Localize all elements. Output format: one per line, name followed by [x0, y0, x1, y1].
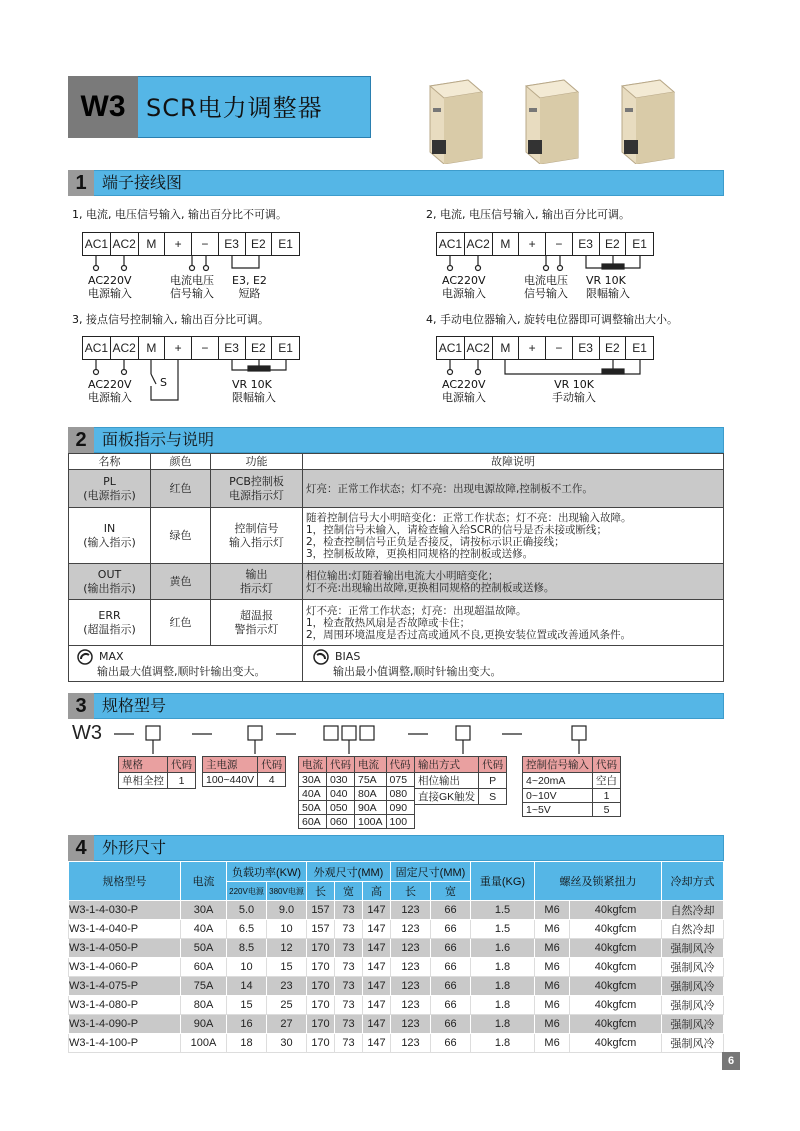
label-limit: VR 10K 限幅输入 [586, 274, 630, 300]
table-cell: 73 [335, 901, 363, 920]
table-cell: 1.8 [471, 1034, 535, 1053]
table-cell: 147 [363, 901, 391, 920]
indicator-desc: (电源指示) [83, 488, 136, 502]
terminal: + [519, 337, 546, 359]
section-1-number: 1 [68, 170, 94, 196]
terminal: + [165, 233, 192, 255]
table-row [69, 901, 724, 920]
col-header: 规格 [119, 757, 168, 773]
wiring-caption-3: 3, 接点信号控制输入, 输出百分比可调。 [72, 313, 269, 326]
bias-label: BIAS [335, 649, 361, 663]
table-cell: 16 [227, 1015, 267, 1034]
table-cell: 030 [327, 773, 355, 787]
terminal: E2 [246, 337, 273, 359]
terminal: M [139, 337, 166, 359]
terminal: AC2 [111, 337, 139, 359]
col-header: 控制信号输入 [523, 757, 593, 773]
table-cell: 147 [363, 1034, 391, 1053]
wiring-caption-1: 1, 电流, 电压信号输入, 输出百分比不可调。 [72, 208, 287, 221]
indicator-color: 红色 [151, 600, 211, 646]
table-cell: 123 [391, 939, 431, 958]
col-header: 长 [391, 882, 431, 901]
indicator-func: 警指示灯 [234, 622, 279, 636]
terminal: E3 [573, 233, 600, 255]
terminal: − [546, 337, 573, 359]
table-cell: 4~20mA [523, 773, 593, 789]
terminal: − [192, 337, 219, 359]
table-cell: 强制风冷 [662, 958, 724, 977]
table-cell: 1~5V [523, 803, 593, 817]
terminal: E1 [626, 337, 653, 359]
table-cell: 18 [227, 1034, 267, 1053]
indicator-func: 输入指示灯 [229, 535, 284, 549]
table-cell: 40A [299, 787, 327, 801]
panel-row-err [69, 600, 724, 646]
terminal: AC1 [83, 337, 111, 359]
wiring-caption-2: 2, 电流, 电压信号输入, 输出百分比可调。 [426, 208, 630, 221]
col-header: 代码 [258, 757, 286, 773]
terminal: − [546, 233, 573, 255]
table-cell: M6 [535, 939, 570, 958]
label-manual: VR 10K 手动输入 [552, 378, 596, 404]
table-cell: 25 [267, 996, 307, 1015]
col-header: 电流 [355, 757, 387, 773]
fault-desc: 灯亮：正常工作状态；灯不亮：出现电源故障,控制板不工作。 [303, 470, 724, 508]
table-cell: 66 [431, 939, 471, 958]
section-2-title: 面板指示与说明 [102, 430, 215, 449]
terminal: E2 [246, 233, 273, 255]
col-header: 代码 [479, 757, 507, 773]
col-header: 功能 [211, 454, 303, 470]
terminal: AC2 [465, 337, 493, 359]
table-cell: W3-1-4-080-P [69, 996, 181, 1015]
table-cell: 170 [307, 977, 335, 996]
table-cell: 27 [267, 1015, 307, 1034]
col-header: 电流 [299, 757, 327, 773]
indicator-name: ERR [98, 608, 121, 622]
table-cell: 080 [386, 787, 414, 801]
product-image [516, 78, 582, 164]
table-cell: 123 [391, 901, 431, 920]
table-cell: 1.5 [471, 901, 535, 920]
wiring-lines-1 [82, 256, 302, 272]
section-1-title: 端子接线图 [102, 173, 183, 192]
table-row [69, 996, 724, 1015]
table-cell: 050 [327, 801, 355, 815]
table-cell: 170 [307, 958, 335, 977]
table-cell: 100~440V [203, 773, 258, 787]
table-cell: 1.5 [471, 920, 535, 939]
spec-prefix: W3 [72, 722, 102, 744]
table-cell: M6 [535, 996, 570, 1015]
indicator-desc: (超温指示) [83, 622, 136, 636]
knob-icon [77, 649, 93, 665]
table-cell: 170 [307, 1015, 335, 1034]
col-header: 宽 [431, 882, 471, 901]
table-cell: 空白 [593, 773, 621, 789]
table-cell: 73 [335, 977, 363, 996]
dimensions-body [69, 901, 724, 1053]
table-cell: 147 [363, 958, 391, 977]
table-cell: 15 [267, 958, 307, 977]
model-code-pattern [108, 722, 618, 756]
table-cell: 100A [355, 815, 387, 829]
terminal: M [493, 337, 520, 359]
col-header: 380V电源 [267, 882, 307, 901]
table-cell: 强制风冷 [662, 977, 724, 996]
spec-table-signal [522, 756, 621, 817]
col-header: 代码 [327, 757, 355, 773]
indicator-func: 超温报 [240, 608, 273, 622]
max-knob [77, 649, 299, 665]
table-cell: 123 [391, 920, 431, 939]
table-cell: 157 [307, 901, 335, 920]
max-desc: 输出最大值调整,顺时针输出变大。 [97, 664, 266, 678]
table-cell: 80A [181, 996, 227, 1015]
table-cell: 147 [363, 996, 391, 1015]
section-3-title: 规格型号 [102, 696, 167, 715]
table-row [69, 977, 724, 996]
page-title: SCR电力调整器 [146, 94, 323, 122]
indicator-color: 红色 [151, 470, 211, 508]
indicator-name: OUT [97, 567, 122, 581]
label-signal: 电流电压 信号输入 [170, 274, 214, 300]
table-cell: 75A [355, 773, 387, 787]
table-cell: M6 [535, 1015, 570, 1034]
table-cell: 60A [299, 815, 327, 829]
table-cell: 73 [335, 1034, 363, 1053]
table-cell: 强制风冷 [662, 996, 724, 1015]
table-cell: 170 [307, 996, 335, 1015]
table-cell: 50A [181, 939, 227, 958]
panel-knob-row [69, 646, 724, 682]
col-header: 规格型号 [69, 862, 181, 901]
table-cell: 1 [593, 789, 621, 803]
table-cell: 66 [431, 958, 471, 977]
table-cell: 90A [181, 1015, 227, 1034]
table-cell: 自然冷却 [662, 920, 724, 939]
table-cell: 12 [267, 939, 307, 958]
table-cell: 50A [299, 801, 327, 815]
table-cell: 66 [431, 1015, 471, 1034]
table-cell: 15 [227, 996, 267, 1015]
table-cell: 100A [181, 1034, 227, 1053]
col-header: 输出方式 [415, 757, 479, 773]
indicator-func: 指示灯 [240, 581, 273, 595]
terminal: + [165, 337, 192, 359]
fault-desc: 相位输出:灯随着输出电流大小明暗变化； 灯不亮:出现输出故障,更换相同规格的控制板或送修。 [303, 564, 724, 600]
section-4-number: 4 [68, 835, 94, 861]
table-cell: 170 [307, 939, 335, 958]
table-cell: 40kgfcm [570, 1034, 662, 1053]
table-cell: 1.8 [471, 996, 535, 1015]
table-cell: 123 [391, 958, 431, 977]
table-cell: 40kgfcm [570, 901, 662, 920]
col-header: 冷却方式 [662, 862, 724, 901]
table-cell: 40kgfcm [570, 920, 662, 939]
terminal-block-1 [82, 232, 300, 256]
terminal: E1 [272, 233, 299, 255]
col-header: 代码 [168, 757, 196, 773]
col-header: 代码 [593, 757, 621, 773]
col-header: 外观尺寸(MM) [307, 862, 391, 882]
table-cell: 23 [267, 977, 307, 996]
col-header: 螺丝及锁紧扭力 [535, 862, 662, 901]
table-cell: 40kgfcm [570, 1015, 662, 1034]
table-cell: W3-1-4-060-P [69, 958, 181, 977]
col-header: 固定尺寸(MM) [391, 862, 471, 882]
table-cell: 30A [299, 773, 327, 787]
terminal: − [192, 233, 219, 255]
section-4-bar [68, 835, 724, 861]
table-cell: 相位输出 [415, 773, 479, 789]
terminal: E1 [272, 337, 299, 359]
table-cell: 强制风冷 [662, 1034, 724, 1053]
col-header: 颜色 [151, 454, 211, 470]
table-cell: 强制风冷 [662, 1015, 724, 1034]
col-header: 长 [307, 882, 335, 901]
terminal-block-3 [82, 336, 300, 360]
table-cell: 123 [391, 1034, 431, 1053]
col-header: 电流 [181, 862, 227, 901]
switch-label: S [160, 376, 167, 389]
table-cell: 100 [386, 815, 414, 829]
knob-icon [313, 649, 329, 665]
table-row [69, 939, 724, 958]
table-cell: M6 [535, 1034, 570, 1053]
section-4-title: 外形尺寸 [102, 838, 167, 857]
indicator-desc: (输入指示) [83, 535, 136, 549]
table-cell: 5.0 [227, 901, 267, 920]
spec-table-power [202, 756, 286, 787]
terminal: + [519, 233, 546, 255]
spec-table-output [414, 756, 507, 805]
table-cell: 40A [181, 920, 227, 939]
table-cell: S [479, 789, 507, 805]
col-header: 名称 [69, 454, 151, 470]
table-cell: 73 [335, 939, 363, 958]
terminal: AC2 [111, 233, 139, 255]
table-cell: 66 [431, 920, 471, 939]
table-cell: 075 [386, 773, 414, 787]
table-cell: W3-1-4-050-P [69, 939, 181, 958]
table-cell: 73 [335, 920, 363, 939]
product-image [420, 78, 486, 164]
table-cell: 10 [267, 920, 307, 939]
spec-table-type [118, 756, 196, 789]
panel-table [68, 453, 724, 682]
terminal: E2 [600, 337, 627, 359]
label-power: AC220V 电源输入 [442, 274, 486, 300]
table-cell: 1.8 [471, 958, 535, 977]
panel-row-in [69, 508, 724, 564]
dimensions-table [68, 861, 724, 1053]
table-cell: 8.5 [227, 939, 267, 958]
terminal: AC1 [437, 233, 465, 255]
table-cell: 40kgfcm [570, 996, 662, 1015]
indicator-func: PCB控制板 [229, 474, 284, 488]
terminal: AC1 [437, 337, 465, 359]
wiring-lines-4 [436, 360, 656, 380]
table-cell: 强制风冷 [662, 939, 724, 958]
table-cell: 147 [363, 1015, 391, 1034]
table-cell: M6 [535, 958, 570, 977]
table-cell: 10 [227, 958, 267, 977]
indicator-color: 黄色 [151, 564, 211, 600]
label-power: AC220V 电源输入 [442, 378, 486, 404]
table-cell: 40kgfcm [570, 939, 662, 958]
table-cell: 123 [391, 1015, 431, 1034]
col-header: 高 [363, 882, 391, 901]
table-cell: 1.8 [471, 977, 535, 996]
table-cell: W3-1-4-075-P [69, 977, 181, 996]
max-label: MAX [99, 649, 124, 663]
terminal: E1 [626, 233, 653, 255]
table-cell: M6 [535, 901, 570, 920]
panel-header-row [69, 454, 724, 470]
table-cell: 6.5 [227, 920, 267, 939]
bias-knob [313, 649, 720, 665]
indicator-name: PL [103, 474, 116, 488]
table-cell: 1 [168, 773, 196, 789]
indicator-func: 控制信号 [234, 521, 279, 535]
table-cell: 5 [593, 803, 621, 817]
panel-row-out [69, 564, 724, 600]
table-cell: 4 [258, 773, 286, 787]
indicator-func: 电源指示灯 [229, 488, 284, 502]
table-cell: 123 [391, 996, 431, 1015]
fault-desc: 灯不亮：正常工作状态；灯亮：出现超温故障。 1，检查散热风扇是否故障或卡住； 2，周围环境温度是否过高或通风不良,更换安装位置或改善通风条件。 [303, 600, 724, 646]
table-cell: 30 [267, 1034, 307, 1053]
fault-desc: 随着控制信号大小明暗变化：正常工作状态；灯不亮：出现输入故障。 1，控制信号未输入，请检查输入给SCR的信号是否未接或断线； 2，检查控制信号正负是否接反，请按标示识正确接线； 3，控制板故障，更换相同规格的控制板或送修。 [303, 508, 724, 564]
section-2-number: 2 [68, 427, 94, 453]
table-cell: M6 [535, 920, 570, 939]
indicator-desc: (输出指示) [83, 581, 136, 595]
table-cell: 75A [181, 977, 227, 996]
table-cell: W3-1-4-100-P [69, 1034, 181, 1053]
section-3-number: 3 [68, 693, 94, 719]
col-header: 代码 [386, 757, 414, 773]
spec-table-current [298, 756, 415, 829]
indicator-color: 绿色 [151, 508, 211, 564]
table-cell: 147 [363, 920, 391, 939]
table-cell: 90A [355, 801, 387, 815]
table-cell: 73 [335, 996, 363, 1015]
product-image [612, 78, 678, 164]
table-row [69, 958, 724, 977]
col-header: 重量(KG) [471, 862, 535, 901]
indicator-name: IN [103, 521, 116, 535]
table-cell: 123 [391, 977, 431, 996]
table-cell: W3-1-4-030-P [69, 901, 181, 920]
col-header: 故障说明 [303, 454, 724, 470]
table-cell: 单相全控 [119, 773, 168, 789]
terminal: E3 [219, 337, 246, 359]
terminal: AC1 [83, 233, 111, 255]
table-cell: 147 [363, 977, 391, 996]
page-number: 6 [722, 1052, 740, 1070]
table-cell: M6 [535, 977, 570, 996]
panel-row-pl [69, 470, 724, 508]
table-cell: 自然冷却 [662, 901, 724, 920]
table-cell: 73 [335, 958, 363, 977]
terminal: M [493, 233, 520, 255]
table-cell: 040 [327, 787, 355, 801]
terminal: AC2 [465, 233, 493, 255]
table-cell: 60A [181, 958, 227, 977]
col-header: 宽 [335, 882, 363, 901]
table-cell: 66 [431, 996, 471, 1015]
table-cell: 40kgfcm [570, 977, 662, 996]
wiring-lines-2 [436, 256, 656, 274]
terminal-block-4 [436, 336, 654, 360]
table-cell: 1.6 [471, 939, 535, 958]
table-cell: W3-1-4-090-P [69, 1015, 181, 1034]
col-header: 220V电源 [227, 882, 267, 901]
label-power: AC220V 电源输入 [88, 274, 132, 300]
table-cell: 66 [431, 901, 471, 920]
bias-desc: 输出最小值调整,顺时针输出变大。 [333, 664, 502, 678]
terminal: E3 [219, 233, 246, 255]
model-badge: W3 [68, 76, 138, 138]
table-cell: 147 [363, 939, 391, 958]
table-cell: W3-1-4-040-P [69, 920, 181, 939]
table-row [69, 1034, 724, 1053]
table-cell: 0~10V [523, 789, 593, 803]
table-cell: 9.0 [267, 901, 307, 920]
table-cell: 060 [327, 815, 355, 829]
section-3-bar [68, 693, 724, 719]
table-cell: 直接GK触发 [415, 789, 479, 805]
table-cell: 1.8 [471, 1015, 535, 1034]
label-signal: 电流电压 信号输入 [524, 274, 568, 300]
table-cell: 66 [431, 977, 471, 996]
table-cell: 66 [431, 1034, 471, 1053]
table-cell: 14 [227, 977, 267, 996]
terminal: M [139, 233, 166, 255]
col-header: 负载功率(KW) [227, 862, 307, 882]
table-cell: 090 [386, 801, 414, 815]
table-cell: 80A [355, 787, 387, 801]
table-row [69, 920, 724, 939]
table-cell: 157 [307, 920, 335, 939]
label-short: E3, E2 短路 [232, 274, 267, 300]
label-limit: VR 10K 限幅输入 [232, 378, 276, 404]
terminal: E3 [573, 337, 600, 359]
label-power: AC220V 电源输入 [88, 378, 132, 404]
wiring-caption-4: 4, 手动电位器输入, 旋转电位器即可调整输出大小。 [426, 313, 678, 326]
table-cell: 30A [181, 901, 227, 920]
table-cell: 73 [335, 1015, 363, 1034]
col-header: 主电源 [203, 757, 258, 773]
table-cell: 40kgfcm [570, 958, 662, 977]
table-cell: P [479, 773, 507, 789]
terminal-block-2 [436, 232, 654, 256]
terminal: E2 [600, 233, 627, 255]
indicator-func: 输出 [245, 567, 268, 581]
table-row [69, 1015, 724, 1034]
table-cell: 170 [307, 1034, 335, 1053]
